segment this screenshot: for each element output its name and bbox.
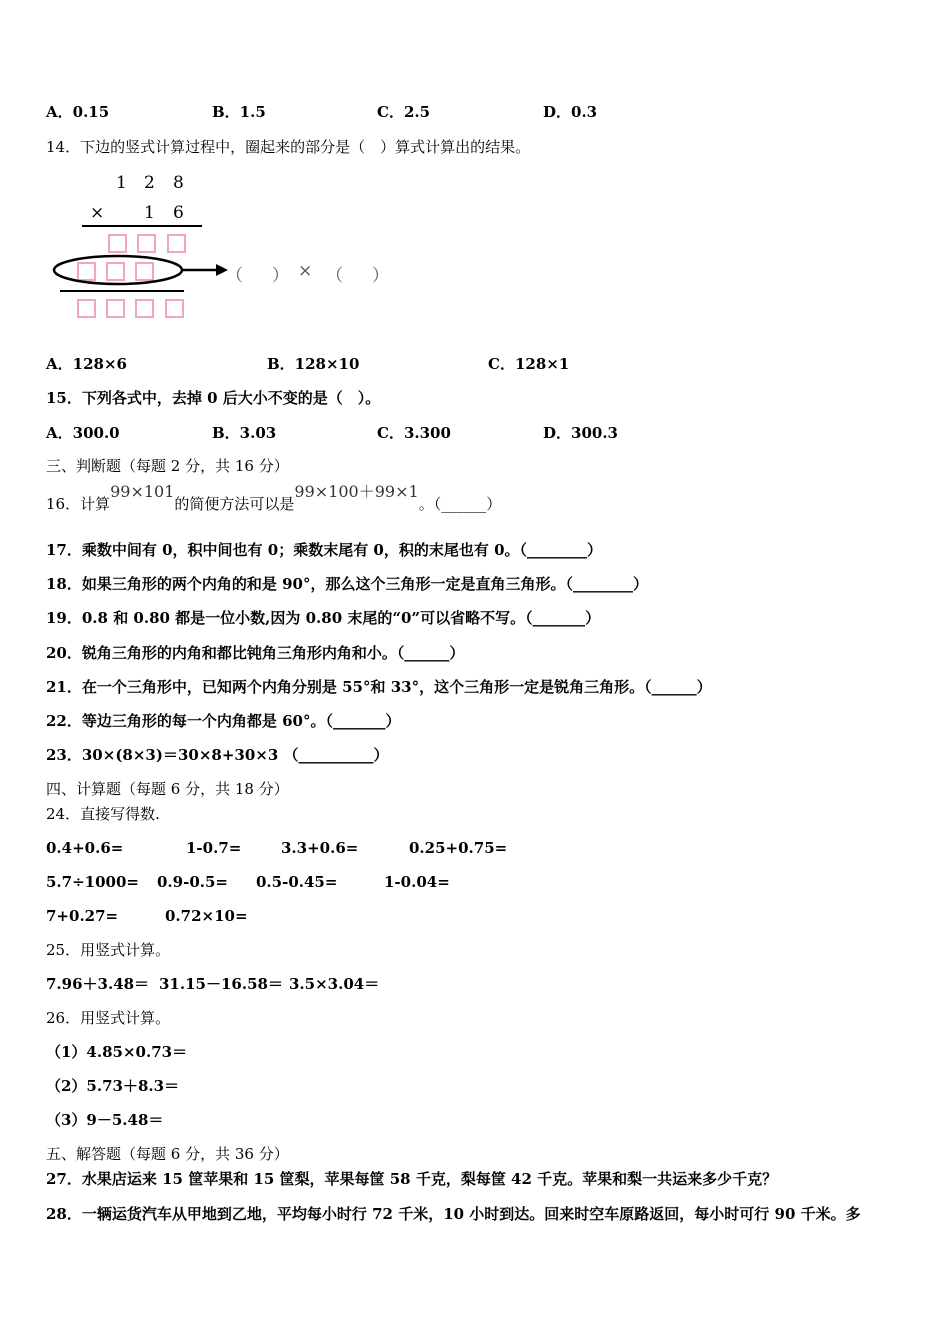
q16-expr1: 99×101 [110, 482, 175, 501]
q17: 17．乘数中间有 0，积中间也有 0；乘数末尾有 0，积的末尾也有 0。（________） [46, 541, 603, 559]
q24-item: 0.4+0.6= [46, 839, 124, 857]
section-5-heading: 五、解答题（每题 6 分，共 36 分） [46, 1145, 289, 1163]
q15-option-a: A．300.0 [46, 424, 120, 442]
q26-item: （3）9－5.48＝ [46, 1111, 164, 1129]
q14-option-a: A．128×6 [46, 355, 127, 373]
q24-item: 1-0.7= [186, 839, 242, 857]
q24-item: 0.72×10= [165, 907, 248, 925]
q21: 21．在一个三角形中，已知两个内角分别是 55°和 33°，这个三角形一定是锐角三角形。（______） [46, 678, 712, 696]
q13-option-a: A．0.15 [46, 103, 110, 121]
q18: 18．如果三角形的两个内角的和是 90°，那么这个三角形一定是直角三角形。（________） [46, 575, 648, 593]
q14-option-b: B．128×10 [267, 355, 360, 373]
top-rule [82, 225, 202, 227]
q20: 20．锐角三角形的内角和都比钝角三角形内角和小。（______） [46, 644, 465, 662]
q26-item: （1）4.85×0.73＝ [46, 1043, 188, 1061]
arrow-paren-close: ） [372, 266, 389, 286]
q16-suffix: 。（______） [418, 495, 502, 513]
arrow-paren-open: （ [326, 266, 343, 286]
q14-option-c: C．128×1 [488, 355, 570, 373]
top-digit: 8 [173, 173, 184, 193]
q24-item: 1-0.04= [384, 873, 450, 891]
arrow-paren-close: ） [272, 266, 289, 286]
q14-stem: 14．下边的竖式计算过程中，圈起来的部分是（ ）算式计算出的结果。 [46, 138, 531, 156]
bottom-digit: 6 [173, 203, 184, 223]
times-sign: × [90, 203, 105, 223]
q24-item: 3.3+0.6= [281, 839, 359, 857]
top-digit: 2 [144, 173, 155, 193]
q15-option-b: B．3.03 [212, 424, 277, 442]
bottom-rule [60, 290, 184, 292]
top-digit: 1 [116, 173, 127, 193]
digit-box [77, 299, 96, 318]
q24-item: 5.7÷1000= [46, 873, 139, 891]
q19: 19．0.8 和 0.80 都是一位小数,因为 0.80 末尾的“0”可以省略不写。（_______） [46, 609, 601, 627]
q24-item: 7+0.27= [46, 907, 119, 925]
q25-item: 3.5×3.04＝ [289, 975, 380, 993]
q25-item: 7.96＋3.48＝ [46, 975, 150, 993]
q15-option-c: C．3.300 [377, 424, 451, 442]
q24-stem: 24．直接写得数. [46, 805, 160, 823]
q13-option-c: C．2.5 [377, 103, 431, 121]
digit-box [106, 299, 125, 318]
arrow-paren-open: （ [226, 266, 243, 286]
q26-item: （2）5.73＋8.3＝ [46, 1077, 180, 1095]
circled-partial-product [40, 250, 240, 290]
q14-figure [40, 168, 400, 328]
q27: 27．水果店运来 15 筐苹果和 15 筐梨，苹果每筐 58 千克，梨每筐 42 千克。苹果和梨一共运来多少千克？ [46, 1170, 778, 1188]
arrow-times: × [298, 261, 313, 281]
q16-expr2: 99×100＋99×1 [294, 482, 419, 501]
q24-item: 0.25+0.75= [409, 839, 508, 857]
bottom-digit: 1 [144, 203, 155, 223]
q22: 22．等边三角形的每一个内角都是 60°。（_______） [46, 712, 401, 730]
digit-box [135, 299, 154, 318]
q28: 28．一辆运货汽车从甲地到乙地，平均每小时行 72 千米，10 小时到达。回来时空车原路返回，每小时可行 90 千米。多 [46, 1205, 861, 1223]
q25-stem: 25．用竖式计算。 [46, 941, 171, 959]
q26-stem: 26．用竖式计算。 [46, 1009, 171, 1027]
q16 [46, 482, 502, 514]
q24-item: 0.9-0.5= [157, 873, 228, 891]
q24-item: 0.5-0.45= [256, 873, 338, 891]
q25-item: 31.15－16.58＝ [159, 975, 283, 993]
q13-option-d: D．0.3 [543, 103, 598, 121]
section-4-heading: 四、计算题（每题 6 分，共 18 分） [46, 780, 289, 798]
q23: 23．30×(8×3)＝30×8+30×3 （__________） [46, 746, 389, 764]
q15-option-d: D．300.3 [543, 424, 618, 442]
q15-stem: 15．下列各式中，去掉 0 后大小不变的是（ ）。 [46, 389, 381, 407]
q13-option-b: B．1.5 [212, 103, 266, 121]
section-3-heading: 三、判断题（每题 2 分，共 16 分） [46, 457, 289, 475]
digit-box [165, 299, 184, 318]
q16-middle: 的简便方法可以是 [174, 495, 295, 513]
q16-prefix: 16．计算 [46, 495, 111, 513]
